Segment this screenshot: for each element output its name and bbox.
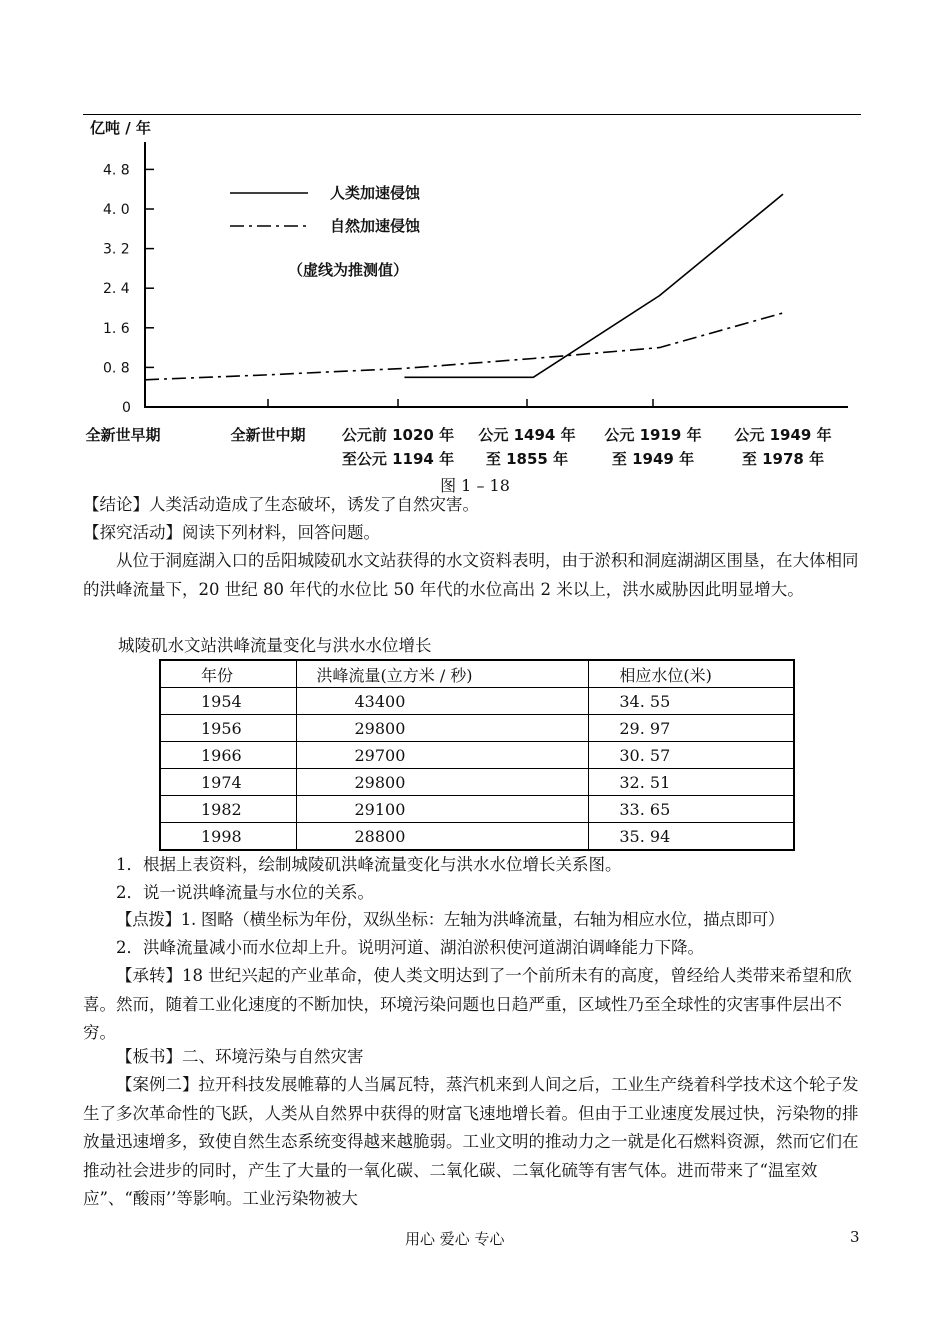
x-category-label: 公元 1949 年 <box>734 426 832 444</box>
cell-level: 30. 57 <box>589 742 794 769</box>
natural-erosion-line <box>145 313 783 380</box>
y-axis-label: 亿吨 / 年 <box>90 119 151 137</box>
y-tick-label: 3. 2 <box>103 241 130 258</box>
cell-flow: 29100 <box>296 796 589 823</box>
chart-annotation: （虚线为推测值） <box>288 261 409 279</box>
cell-year: 1998 <box>160 823 296 851</box>
conclusion-paragraph: 【结论】人类活动造成了生态破坏，诱发了自然灾害。 <box>83 495 479 514</box>
table-row <box>160 715 794 742</box>
chart-legend <box>230 184 421 279</box>
cell-flow: 29800 <box>296 715 589 742</box>
cell-level: 35. 94 <box>589 823 794 851</box>
case2-paragraph: 【案例二】拉开科技发展帷幕的人当属瓦特，蒸汽机来到人间之后，工业生产绕着科学技术这个轮子发生了多次革命性的飞跃，人类从自然界中获得的财富飞速地增长着。但由于工业速度发展过快，污染物的排放量迅速增多，致使自然生态系统变得越来越脆弱。工业文明的推动力之一就是化石燃料资源，然而它们在推动社会进步的同时，产生了大量的一氧化碳、二氧化碳、二氧化硫等有害气体。进而带来了“温室效应”、“酸雨’’等影响。工业污染物被大 <box>83 1075 859 1208</box>
cell-level: 29. 97 <box>589 715 794 742</box>
cell-level: 34. 55 <box>589 688 794 715</box>
x-category-label-line2: 至公元 1194 年 <box>341 450 455 468</box>
y-tick-label: 0 <box>122 400 131 416</box>
activity-paragraph: 【探究活动】阅读下列材料，回答问题。 <box>83 523 380 542</box>
header-rule <box>83 114 861 115</box>
x-category-label-line2: 至 1855 年 <box>485 450 569 468</box>
x-category-label: 公元前 1020 年 <box>341 426 455 444</box>
y-tick-label: 2. 4 <box>103 281 130 298</box>
material-paragraph: 从位于洞庭湖入口的岳阳城陵矶水文站获得的水文资料表明，由于淤积和洞庭湖湖区围垦，在大体相同的洪峰流量下，20 世纪 80 年代的水位比 50 年代的水位高出 2 米以上，洪水威胁因此明显增大。 <box>83 551 859 599</box>
cell-flow: 43400 <box>296 688 589 715</box>
y-tick-label: 1. 6 <box>103 320 130 337</box>
legend-label-human: 人类加速侵蚀 <box>330 184 421 202</box>
col-header-level: 相应水位(米) <box>589 660 794 688</box>
table-row <box>160 823 794 851</box>
chart-axes <box>90 119 848 408</box>
hint-paragraph-1: 【点拨】1. 图略（横坐标为年份，双纵坐标：左轴为洪峰流量，右轴为相应水位，描点即可） <box>116 910 785 929</box>
x-category-group <box>85 399 831 468</box>
question-1: 1．根据上表资料，绘制城陵矶洪峰流量变化与洪水水位增长关系图。 <box>116 855 622 874</box>
y-tick-label: 0. 8 <box>103 360 130 377</box>
human-erosion-line <box>404 194 783 377</box>
cell-year: 1966 <box>160 742 296 769</box>
cell-level: 32. 51 <box>589 769 794 796</box>
table-header-row <box>160 660 794 688</box>
cell-year: 1954 <box>160 688 296 715</box>
table-title: 城陵矶水文站洪峰流量变化与洪水水位增长 <box>118 636 432 655</box>
flood-table <box>159 659 795 851</box>
cell-year: 1974 <box>160 769 296 796</box>
cell-year: 1956 <box>160 715 296 742</box>
col-header-flow: 洪峰流量(立方米 / 秒) <box>296 660 589 688</box>
figure-caption: 图 1 – 18 <box>440 476 510 495</box>
table-row <box>160 796 794 823</box>
y-tick-label: 4. 0 <box>103 202 130 218</box>
x-category-label-line2: 至 1949 年 <box>611 450 695 468</box>
transition-paragraph: 【承转】18 世纪兴起的产业革命，使人类文明达到了一个前所未有的高度，曾经给人类带来希望和欣喜。然而，随着工业化速度的不断加快，环境污染问题也日趋严重，区域性乃至全球性的灾害事件层出不穷。 <box>83 966 852 1042</box>
y-tick-group <box>103 162 154 416</box>
x-category-label-line2: 至 1978 年 <box>741 450 825 468</box>
y-tick-label: 4. 8 <box>103 162 130 179</box>
x-category-label: 全新世早期 <box>85 426 161 444</box>
table-row <box>160 688 794 715</box>
table-row <box>160 769 794 796</box>
board-paragraph: 【板书】二、环境污染与自然灾害 <box>116 1047 364 1066</box>
table-row <box>160 742 794 769</box>
series-group <box>145 194 783 380</box>
cell-flow: 29800 <box>296 769 589 796</box>
hint-paragraph-2: 2．洪峰流量减小而水位却上升。说明河道、湖泊淤积使河道湖泊调峰能力下降。 <box>116 938 704 957</box>
page-number: 3 <box>850 1228 860 1246</box>
cell-flow: 29700 <box>296 742 589 769</box>
x-category-label: 公元 1919 年 <box>604 426 702 444</box>
x-category-label: 全新世中期 <box>230 426 306 444</box>
cell-year: 1982 <box>160 796 296 823</box>
legend-label-natural: 自然加速侵蚀 <box>330 217 421 235</box>
question-2: 2．说一说洪峰流量与水位的关系。 <box>116 883 374 902</box>
erosion-chart <box>70 118 870 473</box>
footer-motto: 用心 爱心 专心 <box>405 1230 505 1248</box>
col-header-year: 年份 <box>160 660 296 688</box>
cell-flow: 28800 <box>296 823 589 851</box>
x-category-label: 公元 1494 年 <box>478 426 576 444</box>
cell-level: 33. 65 <box>589 796 794 823</box>
